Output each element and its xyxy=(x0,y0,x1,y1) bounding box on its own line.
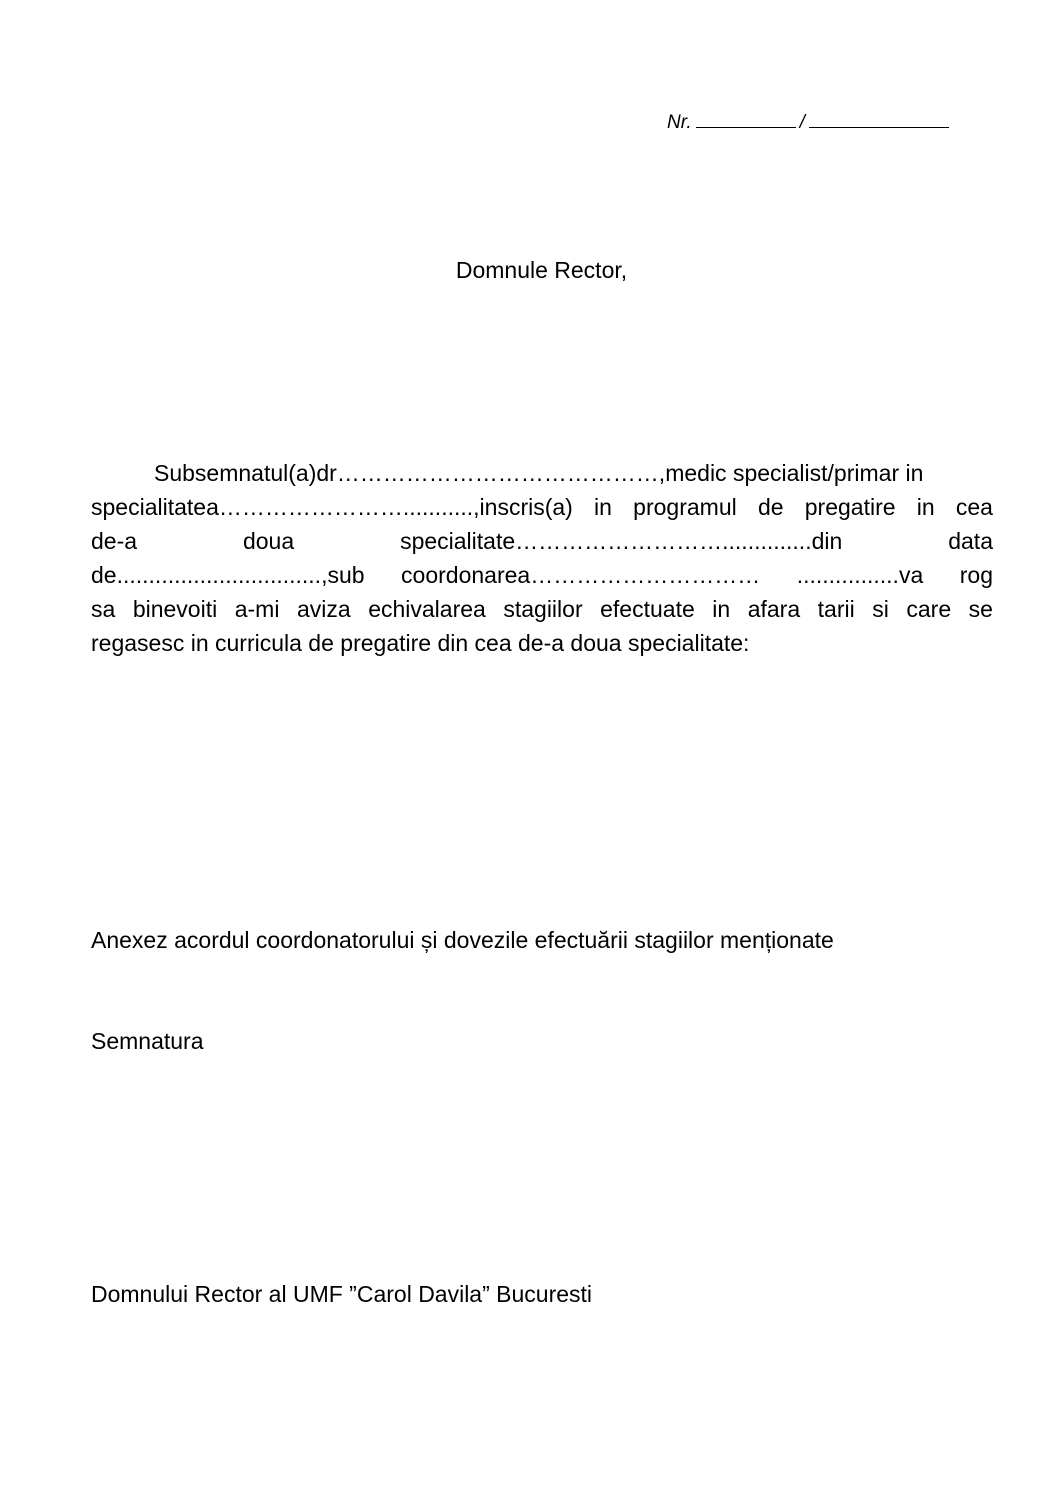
paragraph-line-4 xyxy=(91,558,993,592)
word: a-mi xyxy=(234,596,280,622)
signature-label: Semnatura xyxy=(91,1028,204,1054)
word: data xyxy=(948,528,993,554)
word: doua xyxy=(242,528,295,554)
word: ................va xyxy=(796,562,924,588)
word: de-a xyxy=(91,528,138,554)
word: aviza xyxy=(296,596,351,622)
word: care xyxy=(906,596,952,622)
word: se xyxy=(968,596,993,622)
paragraph-line-6: regasesc in curricula de pregatire din cea de-a doua specialitate: xyxy=(91,630,750,656)
word: sa xyxy=(91,596,116,622)
word: si xyxy=(872,596,889,622)
paragraph-line-3 xyxy=(91,524,993,558)
nr-label: Nr. xyxy=(667,112,692,133)
request-paragraph xyxy=(91,456,993,660)
nr-blank-date xyxy=(809,109,949,128)
word: coordonarea………………………… xyxy=(401,562,761,588)
paragraph-line-1: Subsemnatul(a)dr……………………………………,medic specialist/primar in xyxy=(154,460,924,486)
word: de xyxy=(757,494,784,520)
word: rog xyxy=(959,562,993,588)
word: de................................,sub xyxy=(91,562,365,588)
word: stagiilor xyxy=(503,596,583,622)
nr-blank-number xyxy=(696,109,796,128)
word: in xyxy=(712,596,731,622)
word: specialitatea……………………...........,inscris(a) xyxy=(91,494,573,520)
word: pregatire xyxy=(804,494,896,520)
word: efectuate xyxy=(600,596,695,622)
addressee: Domnului Rector al UMF ”Carol Davila” Bucuresti xyxy=(91,1281,593,1307)
word: in xyxy=(916,494,935,520)
word: programul xyxy=(633,494,737,520)
annex-note: Anexez acordul coordonatorului și dovezile efectuării stagiilor menționate xyxy=(91,927,834,953)
paragraph-line-5 xyxy=(91,592,993,626)
salutation: Domnule Rector, xyxy=(455,257,628,283)
word: in xyxy=(594,494,612,520)
word: tarii xyxy=(817,596,855,622)
word: binevoiti xyxy=(132,596,218,622)
word: cea xyxy=(955,494,993,520)
nr-separator: / xyxy=(799,112,805,133)
registration-number xyxy=(667,109,949,134)
word: specialitate………………………..............din xyxy=(400,528,843,554)
word: afara xyxy=(747,596,801,622)
paragraph-line-2 xyxy=(91,490,993,524)
word: echivalarea xyxy=(368,596,486,622)
